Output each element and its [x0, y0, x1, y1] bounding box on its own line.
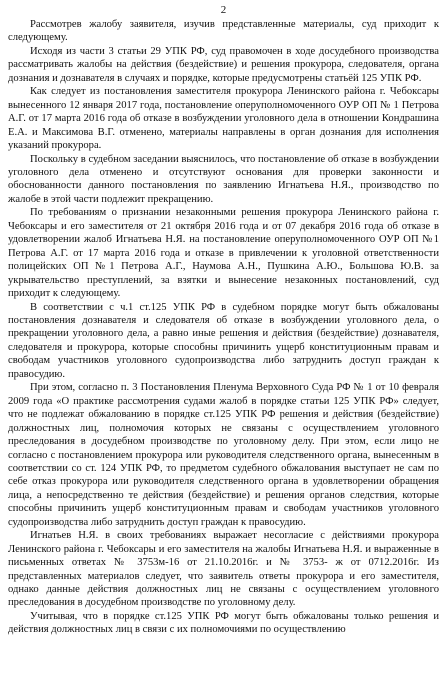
paragraph-6: В соответствии с ч.1 ст.125 УПК РФ в судебном порядке могут быть обжалованы постановления дознавателя и следователя об отказе в возбуждении уголовного дела, о прекращении уголовного дела, а равно иные решения и действия (бездействие) дознавателя, следователя и прокурора, которые способны причинить ущерб конституционным правам и свободам участников уголовного судопроизводства либо затруднить доступ граждан к правосудию.	[8, 301, 439, 380]
page-number: 2	[220, 4, 227, 16]
paragraph-4: Поскольку в судебном заседании выяснилось, что постановление об отказе в возбуждении уголовного дела отменено и отсутствуют основания для проверки законности и обоснованности данного постановления по заявлению Игнатьева Н.Я., производство по жалобе в этой части подлежит прекращению.	[8, 153, 439, 205]
paragraph-5: По требованиям о признании незаконными решения прокурора Ленинского района г. Чебоксары и его заместителя от 21 октября 2016 года и от 07 декабря 2016 года об отказе в удовлетворении жалоб Игнатьева Н.Я. на постановление оперуполномоченного ОУР ОП №1 Петрова А.Г. от 17 марта 2016 года и отказе в привлечении к уголовной ответственности полицейских ОП №1 Петрова А.Г., Наумова А.Н., Пушкина А.Ю., Большова Ю.В. за укрывательство преступлений, за взятки и вынесение незаконных постановлений, суд приходит к следующему.	[8, 207, 439, 300]
paragraph-8: Игнатьев Н.Я. в своих требованиях выражает несогласие с действиями прокурора Ленинского района г. Чебоксары и его заместителя на жалобы Игнатьева Н.Я. и выраженные в письменных ответах № 3753м-16 от 21.10.2016г. и № 3753- ж от 0712.2016г. Из представленных материалов следует, что заявитель ответы прокурора и его заместителя, однако данные действия должностных лиц не связаны с осуществлением уголовного преследования в досудебном производстве по уголовному делу.	[8, 530, 439, 609]
paragraph-3: Как следует из постановления заместителя прокурора Ленинского района г. Чебоксары вынесенного 12 января 2017 года, постановление оперуполномоченного ОУР ОП № 1 Петрова А.Г. от 17 марта 2016 года об отказе в возбуждении уголовного дела в отношении Кондрашина Е.А. и Максимова В.Г. отменено, материалы направлены в орган дознания для исполнения указаний прокурора.	[8, 86, 439, 152]
paragraph-2: Исходя из части 3 статьи 29 УПК РФ, суд правомочен в ходе досудебного производства рассматривать жалобы на действия (бездействие) и решения прокурора, следователя, органа дознания и дознавателя в случаях и порядке, которые предусмотрены статьёй 125 УПК РФ.	[8, 45, 439, 84]
paragraph-9: Учитывая, что в порядке ст.125 УПК РФ могут быть обжалованы только решения и действия должностных лиц в связи с их полномочиями по осуществлению	[8, 610, 439, 636]
paragraph-1: Рассмотрев жалобу заявителя, изучив представленные материалы, суд приходит к следующему.	[8, 19, 439, 44]
paragraph-7: При этом, согласно п. 3 Постановления Пленума Верховного Суда РФ № 1 от 10 февраля 2009 года «О практике рассмотрения судами жалоб в порядке статьи 125 УПК РФ» следует, что не подлежат обжалованию в порядке ст.125 УПК РФ решения и действия (бездействие) должностных лиц, полномочия которых не связаны с осуществлением уголовного преследования в досудебном производстве по уголовному делу. При этом, если лицо не согласно с постановлением прокурора или руководителя следственного органа, вынесенным в соответствии со ст. 124 УПК РФ, то предметом судебного обжалования выступает не сам по себе отказ прокурора или руководителя следственного органа в удовлетворении обращения лица, а непосредственно те действия (бездействие) и решения органов следствия, которые способны причинить ущерб конституционным правам и свободам участников уголовного судопроизводства либо затруднить доступ граждан к правосудию.	[8, 382, 439, 528]
